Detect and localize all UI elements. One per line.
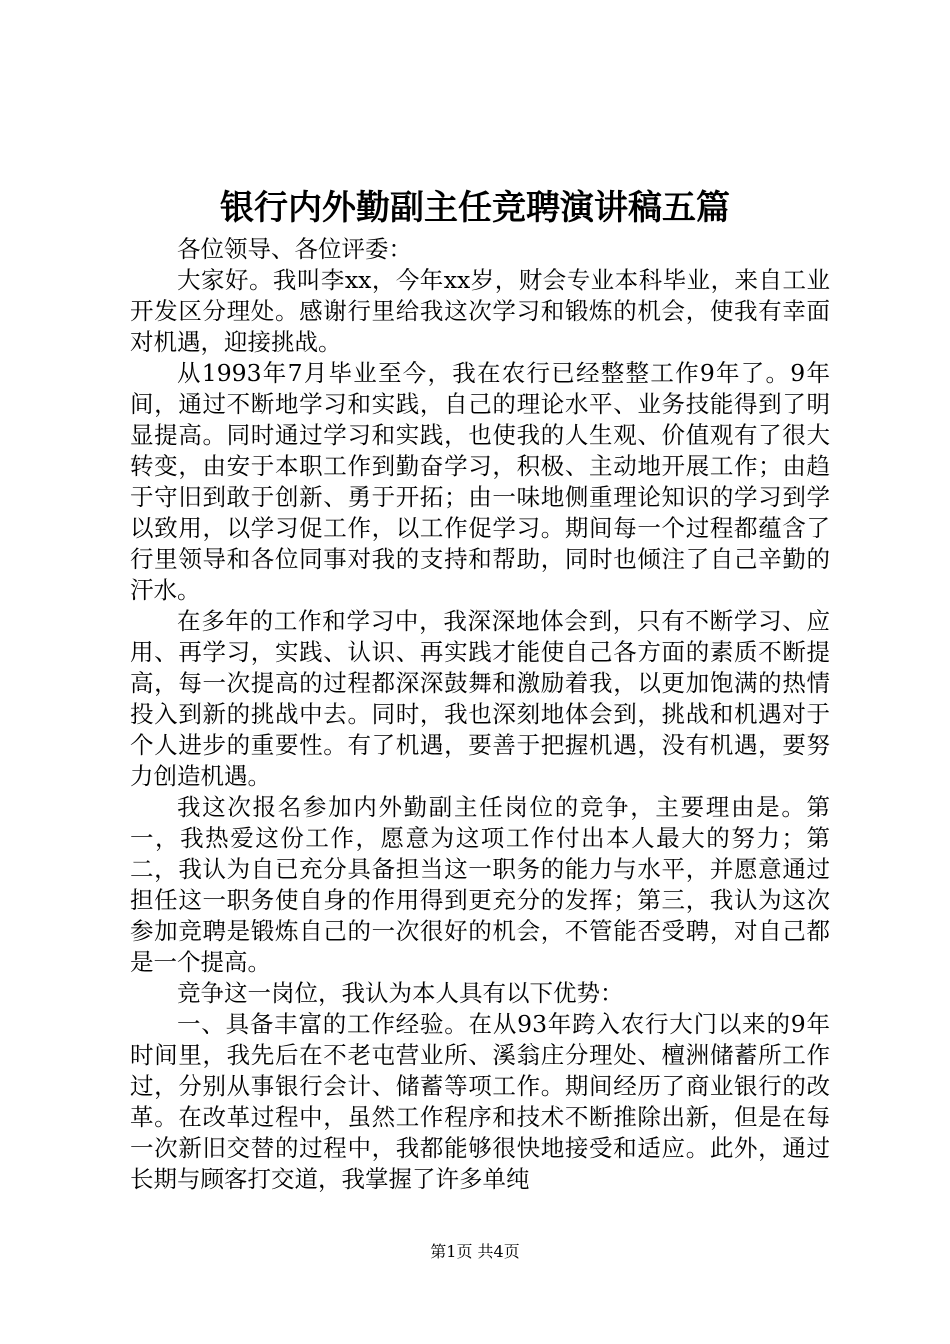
paragraph-experience: 在多年的工作和学习中，我深深地体会到，只有不断学习、应用、再学习，实践、认识、再实践才能使自己各方面的素质不断提高，每一次提高的过程都深深鼓舞和激励着我，以更加饱满的热情投入到新的挑战中去。同时，我也深刻地体会到，挑战和机遇对于个人进步的重要性。有了机遇，要善于把握机遇，没有机遇，要努力创造机遇。 xyxy=(130,607,830,790)
page-number-footer: 第1页 共4页 xyxy=(430,1242,520,1261)
document-title: 银行内外勤副主任竞聘演讲稿五篇 xyxy=(220,188,730,228)
paragraph-introduction: 大家好。我叫李xx，今年xx岁，财会专业本科毕业，来自工业开发区分理处。感谢行里给我这次学习和锻炼的机会，使我有幸面对机遇，迎接挑战。 xyxy=(130,266,830,356)
paragraph-reasons: 我这次报名参加内外勤副主任岗位的竞争，主要理由是。第一，我热爱这份工作，愿意为这项工作付出本人最大的努力；第二，我认为自已充分具备担当这一职务的能力与水平，并愿意通过担任这一职务使自身的作用得到更充分的发挥；第三，我认为这次参加竞聘是锻炼自己的一次很好的机会，不管能否受聘，对自己都是一个提高。 xyxy=(130,793,830,976)
paragraph-salutation: 各位领导、各位评委： xyxy=(177,235,412,263)
paragraph-work-history: 从1993年7月毕业至今，我在农行已经整整工作9年了。9年间，通过不断地学习和实践，自己的理论水平、业务技能得到了明显提高。同时通过学习和实践，也使我的人生观、价值观有了很大转变，由安于本职工作到勤奋学习，积极、主动地开展工作；由趋于守旧到敢于创新、勇于开拓；由一味地侧重理论知识的学习到学以致用，以学习促工作，以工作促学习。期间每一个过程都蕴含了行里领导和各位同事对我的支持和帮助，同时也倾注了自己辛勤的汗水。 xyxy=(130,359,830,604)
document-body xyxy=(130,234,830,1195)
paragraph-advantage-one: 一、具备丰富的工作经验。在从93年跨入农行大门以来的9年时间里，我先后在不老屯营业所、溪翁庄分理处、檀洲储蓄所工作过，分别从事银行会计、储蓄等项工作。期间经历了商业银行的改革。在改革过程中，虽然工作程序和技术不断推除出新，但是在每一次新旧交替的过程中，我都能够很快地接受和适应。此外，通过长期与顾客打交道，我掌握了许多单纯 xyxy=(130,1010,830,1193)
paragraph-advantages-intro: 竞争这一岗位，我认为本人具有以下优势： xyxy=(177,979,624,1007)
